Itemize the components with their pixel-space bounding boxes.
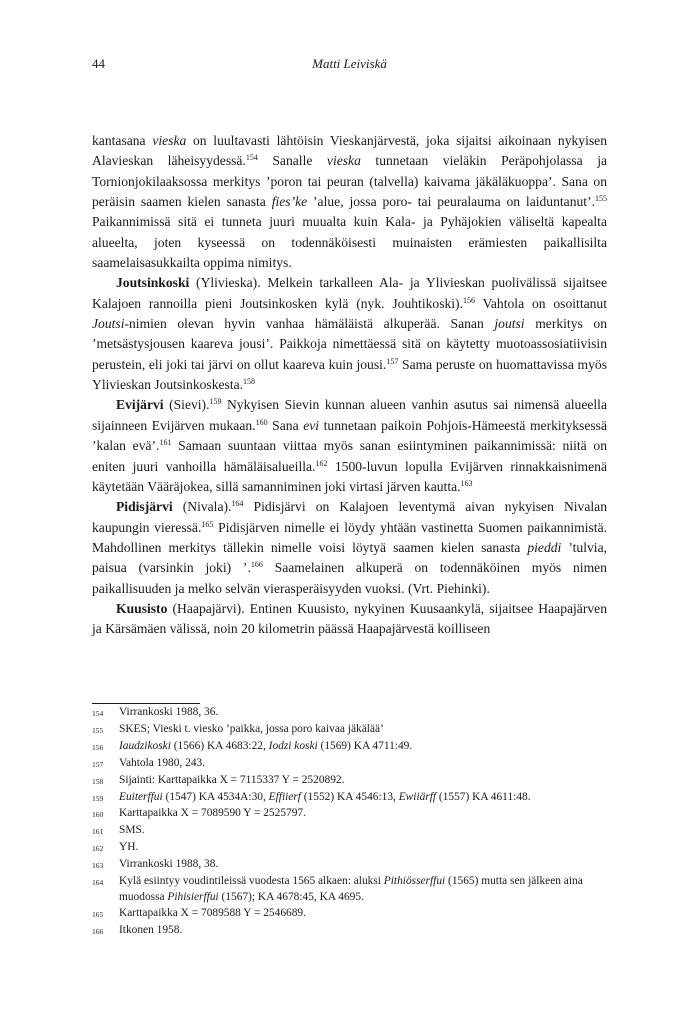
footnote-ref: 158: [243, 377, 256, 387]
footnote: [92, 823, 607, 840]
footnote: [92, 906, 607, 923]
footnote-separator: [92, 703, 200, 704]
text-run: ’alue, jossa poro- tai peuralauma on laiduntanut’.: [307, 194, 596, 210]
footnote-text: [119, 722, 607, 739]
footnote-run: Sijainti: Karttapaikka X = 7115337 Y = 2520892.: [119, 773, 345, 786]
footnote: [92, 790, 607, 807]
footnote-text: [119, 739, 607, 756]
running-header: [92, 56, 607, 74]
footnote-ref: 156: [462, 295, 475, 305]
footnote-number: 154: [92, 709, 104, 718]
footnote-number: 166: [92, 926, 104, 936]
footnote-number: 158: [92, 776, 104, 786]
footnote-number: 160: [92, 810, 104, 820]
footnote: [92, 756, 607, 773]
paragraph: [92, 273, 607, 395]
footnote-run: Kylä esiintyy voudintileissä vuodesta 1565 alkaen: aluksi: [119, 875, 384, 888]
footnote-run: SKES; Vieski t. viesko ’paikka, jossa poro kaivaa jäkälää’: [119, 722, 384, 735]
footnote-text: [119, 773, 607, 790]
footnote-text: [119, 840, 607, 857]
footnote-run: Itkonen 1958.: [119, 923, 183, 936]
italic-term: Pithiösserffui: [383, 875, 446, 888]
footnote-text: [119, 874, 607, 906]
entry-term: Joutsinkoski: [116, 275, 190, 291]
footnote: [92, 773, 607, 790]
footnote-ref: 162: [315, 458, 328, 468]
footnote-run: Virrankoski 1988, 38.: [119, 858, 219, 871]
footnote-text: [119, 923, 607, 940]
body-text: [92, 131, 607, 640]
italic-term: Joutsi: [92, 316, 125, 332]
text-run: Paikannimissä sitä ei tunneta juuri muualta kuin Kala- ja Pyhäjokien väliseltä kapealta alueelta, joten kyseessä on todennäköisesti muinaisten erämiesten paikallisilta saamelaisasukkailta oppima nimitys.: [92, 214, 607, 271]
footnote: [92, 840, 607, 857]
footnote-ref: 157: [386, 356, 399, 366]
footnote: [92, 923, 607, 940]
italic-term: Pihisierffui: [167, 890, 219, 903]
entry-term: Pidisjärvi: [116, 499, 173, 515]
footnote: [92, 857, 607, 874]
text-run: 1500-luvun lopulla Evijärven rinnakkaisnimenä käytetään Vääräjokea, sillä samanniminen joki virtasi järven kautta.: [92, 458, 607, 494]
footnote: [92, 722, 607, 739]
footnote-text: [119, 906, 607, 923]
text-run: Nykyisen Sievin kunnan alueen vanhin asutus sai nimensä alueella sijainneen Evijärven mukaan.: [92, 397, 607, 433]
footnote-ref: 160: [255, 417, 268, 427]
footnote-ref: 165: [201, 519, 214, 529]
footnote-number: 159: [92, 793, 104, 803]
italic-term: Ewiiärff: [398, 790, 437, 803]
paragraph: [92, 395, 607, 497]
italic-term: Iaudzikoski: [119, 739, 171, 752]
paragraph: [92, 599, 607, 640]
footnote: [92, 739, 607, 756]
paragraph: [92, 497, 607, 599]
italic-term: fies’ke: [271, 194, 308, 210]
text-run: ’tulvia, paisua (varsinkin joki) ’.: [92, 539, 607, 576]
text-run: Samaan suuntaan viittaa myös sanan esiintyminen paikannimissä: niitä on eniten juuri vanhoilla hämäläisalueilla.: [92, 438, 607, 474]
text-run: (Ylivieska). Melkein tarkalleen Ala- ja Ylivieskan puolivälissä sijaitsee Kalajoen rannoilla pieni Joutsinkosken kylä (nyk. Jouhtikoski).: [92, 275, 607, 311]
page-number: 44: [92, 56, 105, 71]
footnote-text: [119, 705, 607, 722]
italic-term: vieska: [326, 153, 361, 169]
footnote-number: 164: [92, 878, 104, 888]
footnote-number: 157: [92, 759, 104, 769]
footnote: [92, 705, 607, 722]
footnote-run: (1552) KA 4546:13,: [300, 790, 399, 803]
footnote-run: SMS.: [119, 824, 145, 837]
text-run: tunnetaan paikoin Pohjois-Hämeestä merkityksessä ’kalan evä’.: [92, 417, 607, 454]
text-run: (Sievi).: [163, 397, 210, 413]
footnote-ref: 161: [159, 438, 172, 448]
footnote-text: [119, 756, 607, 773]
footnote-text: [119, 857, 607, 874]
footnote-run: Karttapaikka X = 7089590 Y = 2525797.: [119, 807, 306, 820]
text-run: on luultavasti lähtöisin Vieskanjärvestä, joka sijaitsi aikoinaan nykyisen Alavieskan läheisyydessä.: [92, 133, 607, 169]
footnote-ref: 155: [595, 194, 608, 204]
footnote-ref: 159: [209, 397, 222, 407]
footnotes: [92, 705, 607, 940]
text-run: tunnetaan vieläkin Peräpohjolassa ja Tornionjokilaaksossa merkitys ’poron tai peuran (talvella) kaivama jäkäläkuoppa’. Sana on peräisin saamen kielen sanasta: [92, 153, 608, 210]
italic-term: Effiierf: [268, 790, 301, 803]
text-run: Pidisjärven nimelle ei löydy yhtään vastinetta Suomen paikannimistä. Mahdollinen merkitys tällekin nimelle voisi löytyä saamen kielen sanasta: [92, 519, 608, 555]
italic-term: pieddi: [527, 539, 562, 555]
footnote-run: Karttapaikka X = 7089588 Y = 2546689.: [119, 906, 306, 919]
text-run: -nimien olevan hyvin vanhaa hämäläistä alkuperää. Sanan: [124, 316, 495, 332]
footnote-run: Virrankoski 1988, 36.: [119, 706, 219, 718]
footnote-run: (1566) KA 4683:22,: [170, 739, 269, 752]
footnote: [92, 806, 607, 823]
italic-term: evi: [303, 417, 320, 433]
footnote-run: (1557) KA 4611:48.: [436, 790, 531, 803]
footnote-number: 161: [92, 827, 104, 837]
text-run: Pidisjärvi on Kalajoen leventymä aivan nykyisen Nivalan kaupungin vieressä.: [92, 499, 607, 535]
footnote-text: [119, 823, 607, 840]
footnote-run: (1569) KA 4711:49.: [317, 739, 413, 752]
footnote-run: (1567); KA 4678:45, KA 4695.: [218, 890, 364, 903]
paragraph: [92, 131, 607, 273]
italic-term: Euiterffui: [119, 790, 163, 803]
footnote-run: YH.: [119, 841, 139, 854]
running-title: Matti Leiviskä: [312, 56, 387, 71]
text-run: merkitys on ’metsästysjousen kaareva jousi’. Paikkoja nimettäessä sitä on käytetty muotoassosiatiivisin perustein, eli joki tai järvi on ollut kaareva kuin jousi.: [92, 316, 607, 372]
text-run: Saamelainen alkuperä on todennäköinen myös nimen paikallisuuden ja melko selvän vierasperäisyyden vuoksi. (Vrt. Piehinki).: [92, 560, 607, 596]
footnote-run: (1565) mutta sen jälkeen aina muodossa: [119, 875, 583, 903]
footnote-run: Vahtola 1980, 243.: [119, 756, 206, 769]
text-run: (Nivala).: [172, 499, 232, 515]
footnote-number: 156: [92, 742, 104, 752]
footnote-ref: 166: [250, 560, 263, 570]
footnote-number: 162: [92, 844, 104, 854]
footnote-ref: 154: [245, 153, 258, 163]
footnote-run: (1547) KA 4534A:30,: [162, 790, 269, 803]
footnote-ref: 164: [231, 499, 244, 509]
footnote-number: 163: [92, 861, 104, 871]
footnote-text: [119, 806, 607, 823]
footnote-number: 165: [92, 909, 104, 919]
italic-term: joutsi: [494, 316, 525, 332]
italic-term: Iodzi koski: [268, 739, 318, 752]
footnote-number: 155: [92, 725, 104, 735]
text-run: (Haapajärvi). Entinen Kuusisto, nykyinen Kuusaankylä, sijaitsee Haapajärven ja Kärsämäen välissä, noin 20 kilometrin päässä Haapajärvestä koilliseen: [92, 600, 607, 637]
text-run: Sama peruste on huomattavissa myös Ylivieskan Joutsinkoskesta.: [92, 356, 607, 393]
footnote: [92, 874, 607, 906]
italic-term: vieska: [152, 133, 187, 148]
entry-term: Kuusisto: [116, 600, 168, 616]
text-run: kantasana: [92, 133, 153, 148]
entry-term: Evijärvi: [116, 397, 164, 413]
footnote-ref: 163: [460, 478, 473, 488]
text-run: Sana: [267, 417, 304, 433]
text-run: Sanalle: [257, 153, 327, 169]
text-run: Vahtola on osoittanut: [474, 295, 607, 311]
footnote-text: [119, 790, 607, 807]
